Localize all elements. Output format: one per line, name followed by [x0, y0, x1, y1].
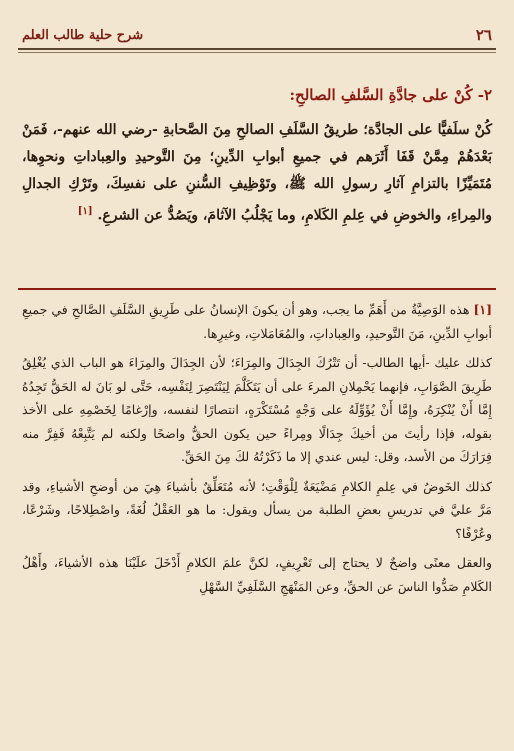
commentary-paragraph: والعقل معنًى واضحٌ لا يحتاج إلى تَعْرِيفٍ، لكنَّ علمَ الكلامِ أَدْخَلَ علَيْنَا هذه الأشياءَ، وأَهْلُ الكَلامِ صَدُّوا الناسَ عن الحقِّ، وعن المَنْهَجِ السَّلَفِيِّ السَّهْلِ — [22, 555, 492, 594]
commentary — [22, 298, 492, 739]
commentary-paragraph — [22, 298, 492, 345]
section-heading: ٢- كُنْ على جادَّةِ السَّلفِ الصالحِ: — [289, 86, 492, 104]
page-header — [22, 24, 492, 46]
footnote-number: [١] — [473, 302, 492, 317]
matn-body: كُنْ سلَفيًّا على الجادَّة؛ طريقُ السَّلَفِ الصالحِ مِنَ الصَّحابةِ -رضي الله عنهم-، فَمَنْ بَعْدَهُمْ مِمَّنْ قَفَا أَثَرَهم في جميعِ أبوابِ الدِّينِ؛ مِنَ التَّوحيدِ والعِباداتِ ونحوِها، مُتَمَيِّزًا بالتزامِ آثارِ رسولِ الله ﷺ، وتَوْظِيفِ السُّننِ على نفسِكَ، وتَرْكِ الجدالِ والمِراءِ، والخوضِ في عِلمِ الكَلامِ، وما يَجْلُبُ الآثامَ، ويَصُدُّ عن الشرعِ. — [22, 122, 492, 224]
matn-text — [22, 117, 492, 279]
commentary-text-1: هذه الوَصِيَّةُ من أَهَمِّ ما يجب، وهو أن يكونَ الإنسانُ على طَرِيقِ السَّلَفِ الصَّالحِ في جميعِ أبوابِ الدِّينِ، مَنَ التَّوحيدِ، والعِباداتِ، والمُعَامَلاتِ، وغيرِها. — [22, 302, 492, 341]
header-rule — [18, 48, 496, 50]
book-title: شرح حلية طالب العلم — [22, 27, 144, 43]
commentary-paragraph: كذلك عليك -أيها الطالب- أن تَتْرُكَ الجِدَالَ والمِرَاءَ؛ لأن الجِدَالَ والمِرَاءَ هو الباب الذي يُغْلِقُ طَرِيقَ الصَّوَابِ، فإنهما يَحْمِلانِ المرءَ على أن يَتَكَلَّمَ لِيَنْتَصِرَ لِنَفْسِه، حَتَّى لو بَانَ له الحَقُّ تَجِدُهُ إِمَّا أَنْ يُنْكِرَهُ، وإِمَّا أَنْ يُؤَوِّلَهُ على وَجْهٍ مُسْتَكْرَهٍ، انتصارًا لنفسه، وإرْغامًا لِخَصْمِهِ على الأخذ بقوله، فإذا رأيتَ من أخيكَ جِدَالًا ومِراءً حين يكون الحقُّ واضحًا ولكنه لم يَتَّبِعْهُ فَفِرَّ منه فِرَارَكَ من الأسد، وقل: ليس عندي إلا ما ذَكَرْتُهُ لكَ مِنَ الحَقِّ. — [22, 355, 492, 464]
page-number: ٢٦ — [475, 26, 492, 44]
commentary-paragraph: كذلك الخَوضُ في عِلمِ الكلامِ مَضْيَعَةٌ لِلْوَقْتِ؛ لأنه مُتَعَلِّقٌ بأشياءَ هِيَ من أوضحِ الأشياءِ، وقد مَرَّ عليَّ في تدريسِ بعضِ الطلبة من يسأل ويقول: ما هو العَقْلُ لُغَةً، واصْطِلاحًا، وشَرْعًا، وعُرْفًا؟ — [22, 478, 492, 541]
footnote-reference[interactable]: [١] — [77, 206, 93, 217]
footnote-divider — [18, 288, 496, 290]
header-rule-secondary — [18, 52, 496, 53]
